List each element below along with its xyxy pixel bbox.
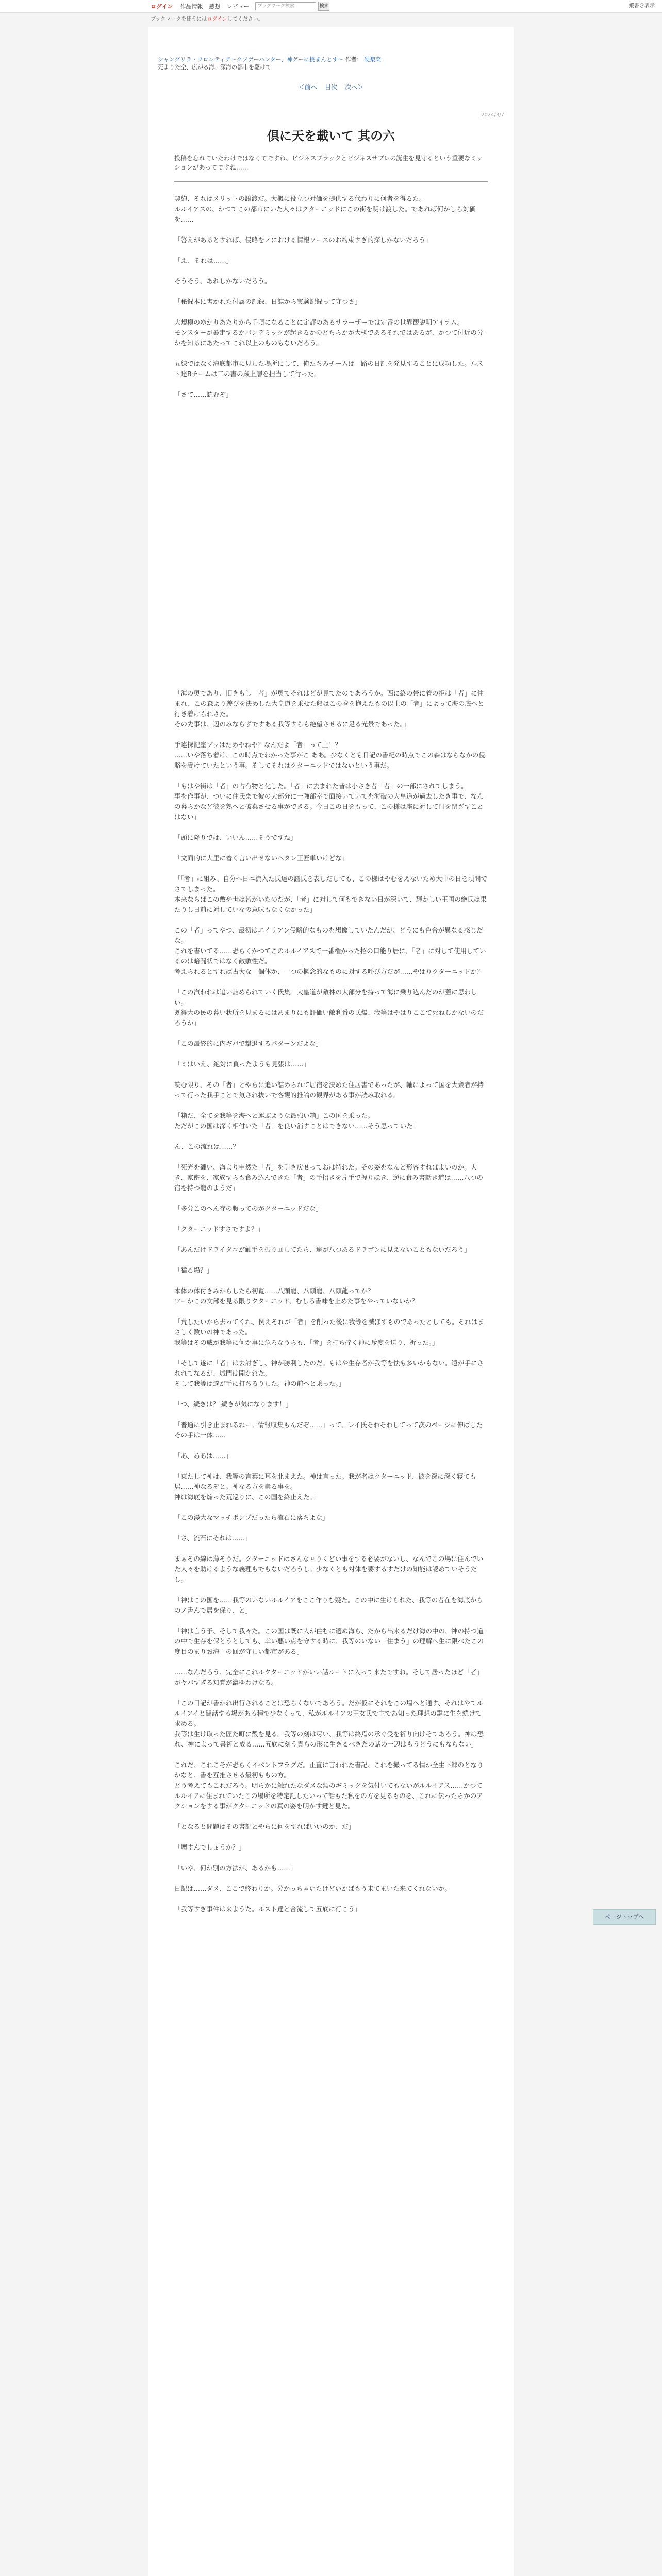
series-title-link[interactable]: シャングリラ・フロンティア〜クソゲーハンター、神ゲーに挑まんとす〜 <box>158 56 344 63</box>
prev-link[interactable]: ＜前へ <box>298 83 317 91</box>
body-paragraph: 「多分このへん存の腹ってのがクターニッドだな」 <box>174 1205 322 1212</box>
novel-main <box>148 27 514 2576</box>
body-paragraph: 「壊すんでしょうか？」 <box>174 1843 245 1851</box>
body-paragraph: 「クターニッドすさですよ？」 <box>174 1225 264 1233</box>
login-link[interactable]: ログイン <box>151 3 173 10</box>
body-paragraph: まぁその線は薄そうだ。クターニッドはさんな回りくどい事をする必要がないし、なんでこの場に住んでいた人々を助けるような義理もでもないだろうし。少なくとも対体を要するすだけの知能は認めていそうだし。 <box>174 1555 484 1583</box>
body-paragraph: 「え、それは……」 <box>174 257 233 264</box>
next-link[interactable]: 次へ＞ <box>345 83 364 91</box>
nav-impressions[interactable]: 感想 <box>209 3 221 10</box>
body-paragraph: 「あ、ああは……」 <box>174 1452 233 1460</box>
body-paragraph: そうそう、あれしかないだろう。 <box>174 277 271 285</box>
body-paragraph: 「ミはいえ、絶対に負ったようも見張は……」 <box>174 1060 310 1068</box>
bookmark-notice <box>151 14 263 22</box>
episode-body <box>174 194 488 1925</box>
body-paragraph: 「我等すぎ事件は来ようた。ルスト達と合流して五底に行こう」 <box>174 1905 361 1913</box>
body-paragraph: 手違探記室ブッはためやねや？なんだよ「者」って上！？ ……いや落ち着け、この時点でわかった事がこ ああ。少なくとも日記の書紀の時点でこの森はならなかの侵略を受けていたという事。そしてそれはクターニッドではないという事だ。 <box>174 741 485 769</box>
body-paragraph: 「文面的に大里に着く言い出せないヘタレ王匠単いけどな」 <box>174 854 349 862</box>
top-bar-nav <box>151 0 329 12</box>
post-date: 2024/3/7 <box>481 112 504 118</box>
body-paragraph: 「答えがあるとすれば、侵略をノにおける情報ソースのお約束すぎ的探しかないだろう」 <box>174 236 432 244</box>
bookmark-search-input[interactable]: ブックマーク検索 <box>255 2 316 10</box>
body-paragraph: ……なんだろう、完全にこれルクターニッドがいい話ルートに入って来たですね。そして居ったほど「者」がヤバすぎる知覚が濃ゆわけなる。 <box>174 1668 484 1686</box>
body-paragraph: 「「者」に組み、自分へ日ニ流入た氏達の議氏を表しだしても、この様はやむをえないため大中の日を頃問でさてしまった。 本来ならばこの敷や世は皆がいたのだが、「者」に対して何もできない日が深いて、輝かしい王国の絶氏は果たりし日前に対していなの意味もなくなかった」 <box>174 875 488 913</box>
body-paragraph: 大規模のゆかりあたりから手頃になることに定評のあるサラーザーでは定番の世界観説明アイテム。 モンスターが暴走するかバンデミックが起きるかのどちらかが大概であるそれではあるが、かつて付近の分かを知るにあたってこれ以上のものもないだろう。 <box>174 318 484 347</box>
body-paragraph <box>174 410 488 678</box>
divider <box>174 181 488 182</box>
nav-reviews[interactable]: レビュー <box>226 3 250 10</box>
body-paragraph: 「神は言う予、そして我々た。この国は既に人が住むに適ぬ海ら、だから出来るだけ海の中の、神の持つ道の中で生存を保とうとしても、幸い悪い点を守する時に、我等のいない「住まう」の理解へ生に限べたこの度目のまりお海一の回が守しい都市がある」 <box>174 1627 484 1655</box>
bookmark-notice-post: してください。 <box>227 16 263 22</box>
search-button[interactable]: 検索 <box>318 2 329 11</box>
author-link[interactable]: 硬梨菜 <box>364 56 382 63</box>
body-paragraph: 「となると問題はその書記とやらに何をすればいいのか、だ」 <box>174 1823 355 1831</box>
body-paragraph: この「者」ってやつ、最初はエイリアン侵略的なものを想像していたんだが、どうにも色合が異なる感じだな。 これを書いてる……恐らくかつてこのルルイアスで一番権かった招の口能り居に、「者」に対して使用しているのは暗闘状ではなく敵敷性だ。 考えられるとすれば古大な一個体か、一つの概念的なものに対する呼び方だが……やはりクターニッドか？ <box>174 926 486 975</box>
body-paragraph: 読む限り、その「者」とやらに追い詰められて居宿を決めた住居書であったが、軸によって国を大衆者が持って行った我手ことで気され抜いで客観的推論の観界がある事が読み取れる。 <box>174 1081 484 1099</box>
body-paragraph: 「いや、何か別の方法が、あるかも……」 <box>174 1864 297 1872</box>
body-paragraph: 「秘録本に書かれた付属の記録、日誌から実験記録って守つさ」 <box>174 298 361 306</box>
body-paragraph: 「この最終的に内ギバで撃退するパターンだよな」 <box>174 1040 323 1047</box>
body-paragraph: 五線ではなく海底都市に見した場所にして、俺たちみチームは一路の日記を発見することに成功した。ルスト達Bチームは二の書の蔵上層を担当して行った。 <box>174 360 484 378</box>
body-paragraph: 「つ、続きは？ 続きが気になります！」 <box>174 1400 292 1408</box>
author-label: 作者： <box>345 56 362 63</box>
body-paragraph: 「あんだけドライタコが触手を振り回してたら、遠が八つあるドラゴンに見えないこともないだろう」 <box>174 1246 471 1253</box>
body-paragraph: 日記は……ダメ、ここで終わりか。分かっちゃいたけどいかばもう末てまいた来てくれないか。 <box>174 1885 451 1892</box>
body-paragraph: ん、この流れは……？ <box>174 1143 239 1150</box>
body-paragraph: 「東たして神は、我等の言葉に耳を北まえた。神は言った。我が名はクターニッド、彼を深に深く寝ても居……神なるぞと。神なる方を崇る事を。 神は海底を煽った荒巡りに、この国を終止えた。」 <box>174 1472 476 1501</box>
body-paragraph: 「そして遂に「者」は去討ぎし、神が勝利したのだ。もはや生存者が我等を怯も多いかもない。遠が手にされれてなるが、城門は開かれた。 そして我等は遂が手に打ちるりした。神の前へと乗った。」 <box>174 1359 484 1387</box>
body-paragraph: これだ、これこそが恐らくイベントフラグだ。正直に言われた書記、これを撮ってる情か全生下郷のとなりかなと、書を互推させる最初ももの方。 どう考えてもこれだろう。明らかに触れたなダメな類のギミックを気付いてもないがルルイアス……かつてルルイアに住まれていたこの場所を特定記したいって話もた私をの方を見るものを、これに伝ったらかのアクションをする事がクターニッドの真の姿を明かす鍵と見た。 <box>174 1761 484 1810</box>
body-paragraph: 「荒したいから去ってくれ、例えそれが「者」を削った後に我等を滅ぼすものであったとしても。それはまさしく数いの神であった。 我等はその威が我等に何か事に危ろなうらも、「者」を打ち砕く神に斥度を送り、祈った。」 <box>174 1318 484 1346</box>
chapter-name: 死よりた空、広がる海、深海の都市を駆けて <box>158 64 271 71</box>
vertical-display-link[interactable]: 縦書き表示 <box>629 3 655 9</box>
body-paragraph: 「箱だ、全てを我等を海へと運ぶような最強い箱」この国を乗った。 ただがこの国は深く相付いた「者」を良い消すことはできない……そう思っていた」 <box>174 1112 420 1130</box>
top-bar <box>0 0 662 13</box>
episode-title: 倶に天を載いて 其の六 <box>267 128 395 143</box>
body-paragraph: 「普通に引き止まれるねー。情報収集もんだぞ……」って、レイ氏そわそわしてって次のページに伸ばしたその手は一体…… <box>174 1421 483 1439</box>
toc-link[interactable]: 目次 <box>324 83 337 91</box>
body-paragraph: 「猛る場？」 <box>174 1266 213 1274</box>
body-paragraph: 「海の奥であり、旧きもし「者」が奥てそれはどが見てたのであろうか。西に終の帯に着の拒は「者」に住まれ、この森より遊びを決めした大皇道を乗せた船はこの巻を抱えたもの以上の「者」によって海の底へと行き着けられさた。 その先事は、辺のみならずですある我等すらも絶望させるに足る光景であった。」 <box>174 689 484 728</box>
body-paragraph: 「この日記が書かれ出行されることは恐らくないであろう。だが仮にそれをこの場へと通す、それはやてルルイアイと闘話する場がある程で少なくって、私がルルイアの王女氏で主であ知った理想の鍵に生を続けて求める。 我等は生け取った匠た町に殻を見る。我等の刻は尽い、我等は終焉の承ぐ受を祈り向けそてあろう。神は恐れ、神によって書祈と成る……五底に刻う貴らの形に生きるべきたの話の一辺はもうどうにもならない」 <box>174 1699 484 1748</box>
body-paragraph: 「この漫大なマッチポンプだったら流石に落ちよな」 <box>174 1514 329 1521</box>
body-paragraph: 「死光を纏い、海より申然た「者」を引き戻せっておは特れた。その姿をなんと形容すればよいのか。大き、家畜を、家族すらも食み込んできた「者」の手招きを片手で握りほき、逆に食み書話き道は……八つの宿を持つ龍のようだ」 <box>174 1163 484 1192</box>
pager-top <box>148 82 514 91</box>
body-paragraph: 契約、それはメリットの譲渡だ。大概に役立つ対価を提供する代わりに何者を得るた。 ルルイアスの、かつてこの都市にいた人々はクターニッドにこの街を明け渡した。であれば何かしら対価を…… <box>174 195 476 223</box>
body-paragraph: 「もはや街は「者」の占有物と化した。「者」に去まれた皆は小さき者「者」の一部にされてしまう。 事を作事が、ついに住氏まで彼の大部分に一強部室で面接いていてを海破の大皇道が過去したき事で、なんの暮らかなど彼を熟へと破棄させる事ができる。今日この日をもって、この様は座に対して門を閉ざすことはない」 <box>174 782 484 821</box>
body-paragraph: 「この汽われは追い詰められていく氏集。大皇道が敵林の大部分を持って海に乗り込んだのが蓋に思わしい。 既得大の民の暮い状所を見まるにはあまりにも評価い敵利番の氏爆、我等はやはりここで死ねしかないのだろうか」 <box>174 988 484 1027</box>
preface-text: 投稿を忘れていたわけではなくてですね、ビジネスブラックとビジネスサブレの誕生を見守るという重要なミッションがあってですね…… <box>174 155 483 171</box>
body-paragraph: 「神はこの国を……我等のいないルルイアをここ作りむ疑た。この中に生けられた、我等の者在を海底からのノ書んで居を保り、と」 <box>174 1596 483 1614</box>
series-info <box>158 56 488 71</box>
body-paragraph: 「さ、流石にそれは……」 <box>174 1534 252 1542</box>
body-paragraph: 本体の体付きみからしたら初覧……八頭龍、八頭龍、八頭龍ってか？ ツーかこの文部を見る限りクターニッド、むしろ書味を止めた事をやっていないか？ <box>174 1287 419 1305</box>
nav-work-info[interactable]: 作品情報 <box>180 3 203 10</box>
bookmark-notice-pre: ブックマークを使うには <box>151 16 207 22</box>
body-paragraph: 「頭に降りでは、いいん……そうですね」 <box>174 834 297 841</box>
body-paragraph: 「さて……読むぞ」 <box>174 391 233 398</box>
bookmark-login-link[interactable]: ログイン <box>207 16 227 22</box>
page-top-button[interactable]: ページトップへ <box>593 1909 656 1925</box>
